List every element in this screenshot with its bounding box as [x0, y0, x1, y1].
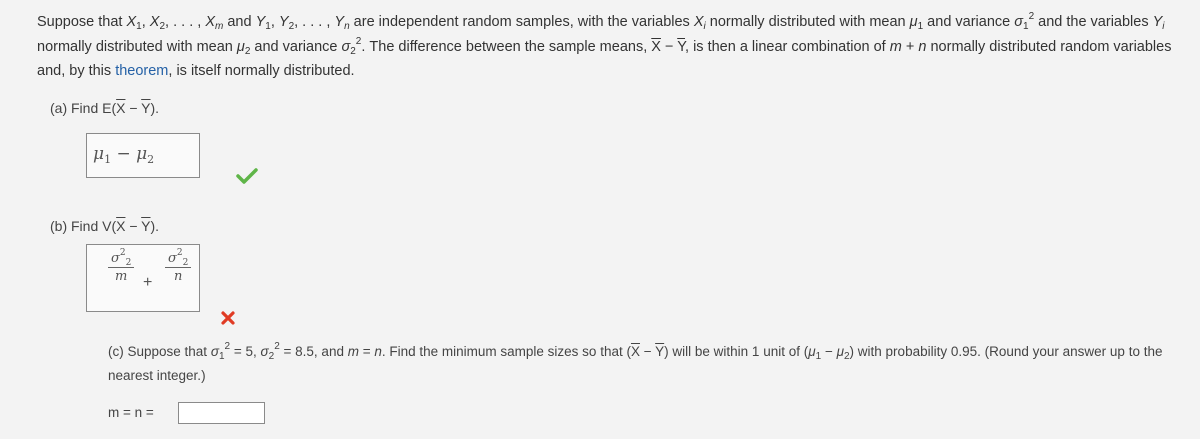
cross-icon: [220, 310, 236, 326]
theorem-link[interactable]: theorem: [115, 63, 169, 79]
part-a-question: (a) Find $E(\overline{X} - \overline{Y})$.: [50, 100, 160, 116]
check-icon: [236, 168, 258, 184]
part-c-question: (c) Suppose that $\sigma_1^2 = 5$, $\sigma_2^2 = 8.5$, and m = n. Find the minimum sample sizes so that $(\overline{X} - \overline{Y})$ will be within 1 unit of $(\mu_1 - \mu_2)$ with probability 0.95. (Round your answer up to the nearest integer.): [108, 341, 1163, 383]
fraction-sigma1-over-m: $\frac{\sigma^2_2}{m}$: [108, 252, 134, 284]
part-c-input-label: m = n =: [108, 405, 154, 420]
plus-sign: +: [143, 274, 153, 291]
part-c-answer-input[interactable]: [178, 402, 265, 424]
problem-intro: Suppose that $X_1$, $X_2$, . . . , $X_m$ and $Y_1$, $Y_2$, . . . , $Y_n$ are independent random samples, with the variables $X_i$ normally distributed with mean $\mu_1$ and variance $\sigma_1^2$ and the variables $Y_i$ normally distributed with mean $\mu_2$ and variance $\sigma_2^2$. The difference between the sample means, $\overline{X} - \overline{Y}$, is then a linear combination of m + n normally distributed random variables and, by this theorem, is itself normally distributed.: [37, 11, 1172, 79]
part-b-question: (b) Find $V(\overline{X} - \overline{Y})$.: [50, 218, 160, 234]
fraction-sigma2-over-n: $\frac{\sigma^2_2}{n}$: [165, 252, 191, 284]
part-a-answer: $\mu_1 - \mu_2$: [93, 144, 155, 166]
